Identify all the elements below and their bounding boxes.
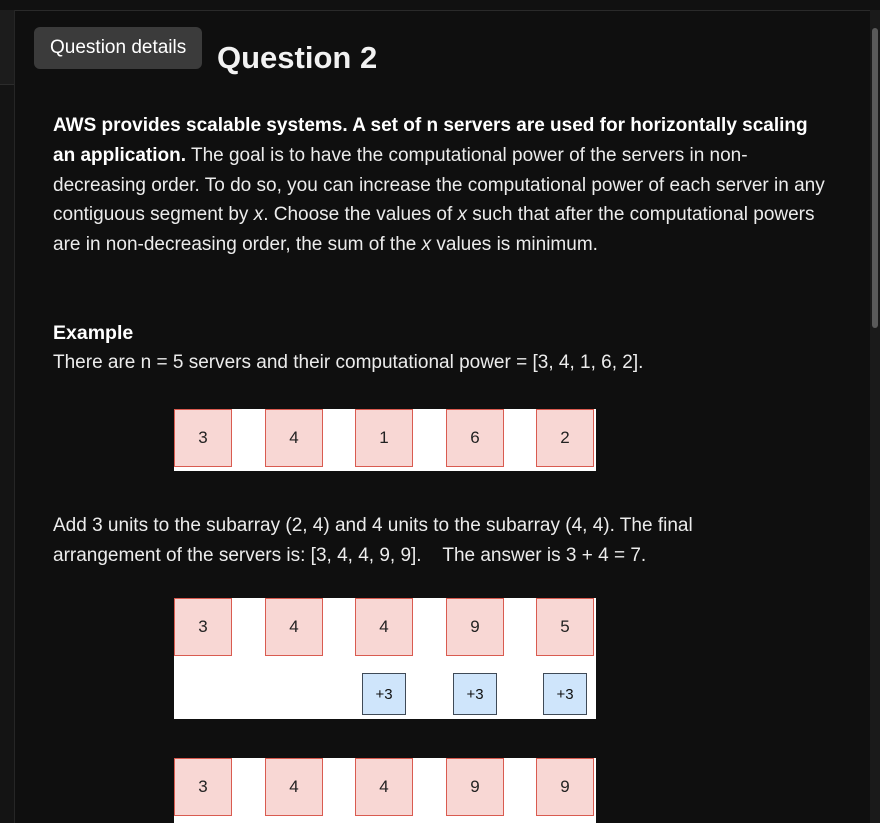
step1-array-diagram xyxy=(174,598,596,719)
description-x3: x xyxy=(421,234,432,256)
example-heading: Example xyxy=(53,322,134,344)
explanation-line-2: arrangement of the servers is: [3, 4, 4, 9, 9]. The answer is 3 + 4 = 7. xyxy=(53,544,647,566)
final-server-4: 9 xyxy=(446,758,504,816)
initial-server-5: 2 xyxy=(536,409,594,467)
step1-server-5: 5 xyxy=(536,598,594,656)
step1-server-1: 3 xyxy=(174,598,232,656)
description-bold: AWS provides scalable systems. A set of n servers are used for horizontally scaling an application. xyxy=(53,115,808,166)
final-server-2: 4 xyxy=(265,758,323,816)
window-top-border xyxy=(0,0,880,11)
step1-server-3: 4 xyxy=(355,598,413,656)
explanation-line-1: Add 3 units to the subarray (2, 4) and 4 units to the subarray (4, 4). The final xyxy=(53,515,693,536)
final-server-1: 3 xyxy=(174,758,232,816)
increment-server-5: +3 xyxy=(543,673,587,715)
description-x1: x xyxy=(253,204,264,226)
step1-server-4: 9 xyxy=(446,598,504,656)
initial-array-diagram xyxy=(174,409,596,471)
example-explanation xyxy=(53,511,843,570)
question-details-tooltip: Question details xyxy=(34,27,202,69)
initial-server-2: 4 xyxy=(265,409,323,467)
increment-server-4: +3 xyxy=(453,673,497,715)
initial-server-1: 3 xyxy=(174,409,232,467)
description-part3: such that after the computational powers are in non-decreasing order, the sum of the xyxy=(53,204,815,256)
final-server-5: 9 xyxy=(536,758,594,816)
step1-server-2: 4 xyxy=(265,598,323,656)
description-part2: . Choose the values of xyxy=(263,204,458,226)
description-x2: x xyxy=(457,204,468,226)
increment-server-3: +3 xyxy=(362,673,406,715)
description-part4: values is minimum. xyxy=(431,234,598,256)
final-array-diagram xyxy=(174,758,596,823)
description-part1: The goal is to have the computational power of the servers in non-decreasing order. To do so, you can increase the computational power of each server in any contiguous segment by xyxy=(53,144,825,226)
initial-server-4: 6 xyxy=(446,409,504,467)
final-server-3: 4 xyxy=(355,758,413,816)
left-rail xyxy=(0,10,15,823)
example-text: There are n = 5 servers and their computational power = [3, 4, 1, 6, 2]. xyxy=(53,352,644,373)
scrollbar-thumb[interactable] xyxy=(872,28,878,328)
left-rail-tab[interactable] xyxy=(0,10,14,85)
question-description xyxy=(53,111,833,260)
initial-server-3: 1 xyxy=(355,409,413,467)
question-title-text: Question 2 xyxy=(217,40,378,75)
